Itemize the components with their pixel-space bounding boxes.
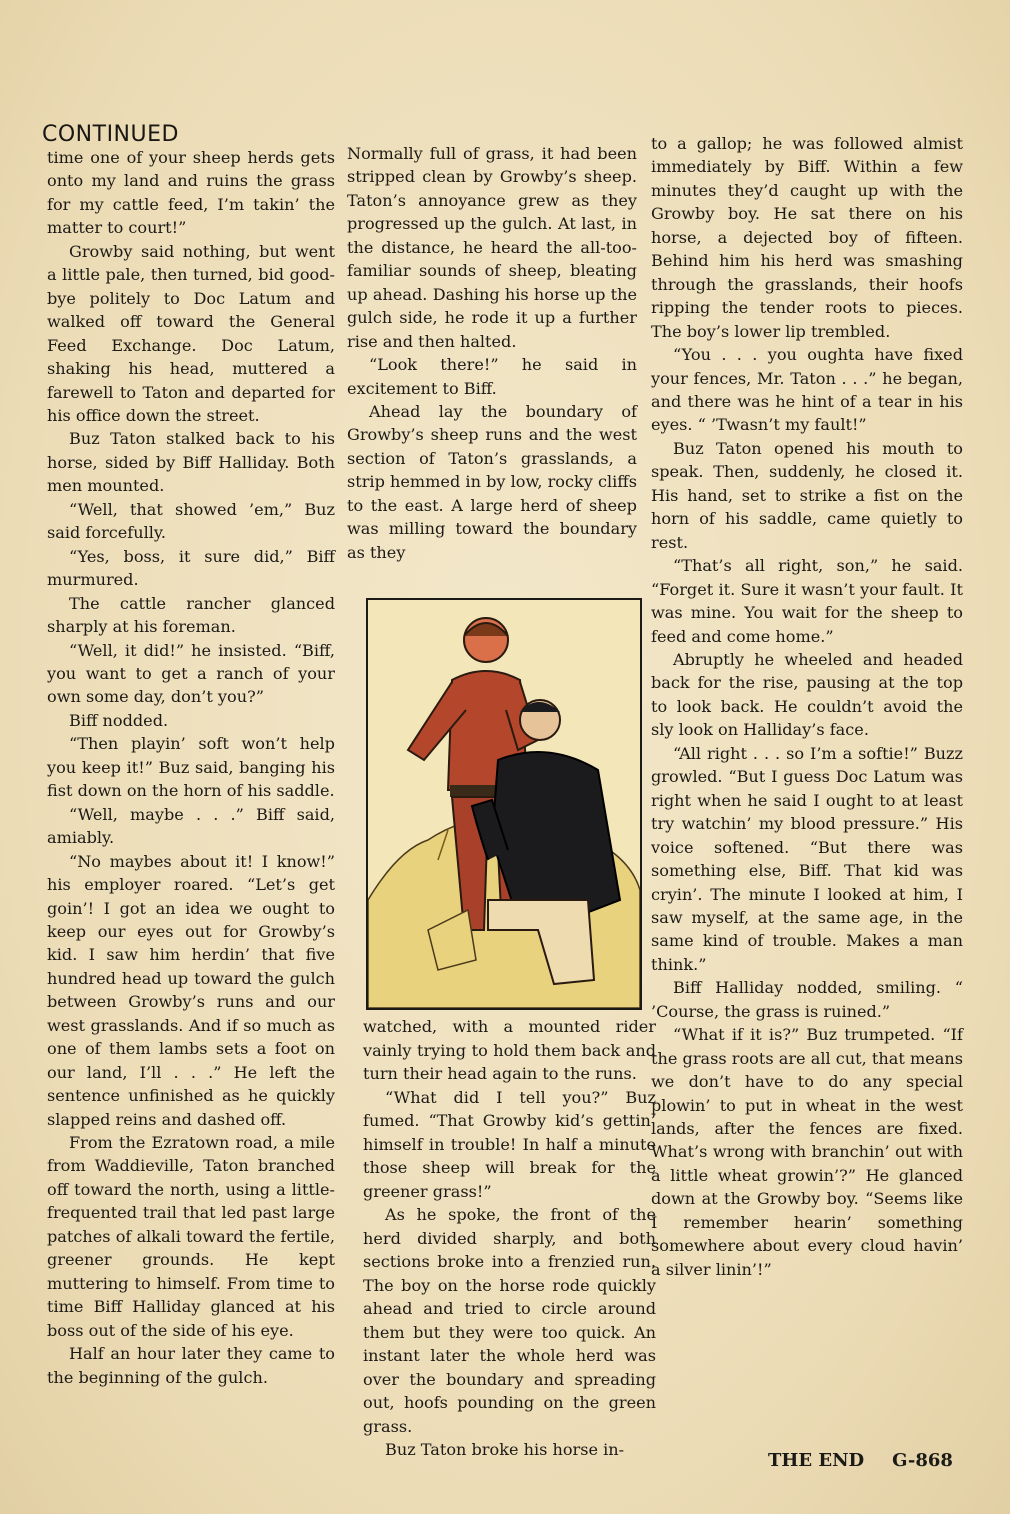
paragraph: Buz Taton stalked back to his horse, sided by Biff Halliday. Both men mounted. <box>47 429 335 496</box>
text-column-2-top <box>347 142 637 564</box>
paragraph: “Look there!” he said in excitement to Biff. <box>347 355 637 398</box>
paragraph: “Well, maybe . . .” Biff said, amiably. <box>47 804 335 848</box>
the-end-label: THE END <box>768 1450 865 1471</box>
paragraph: “Well, that showed ’em,” Buz said forcefully. <box>47 499 335 543</box>
paragraph: “What if it is?” Buz trumpeted. “If the grass roots are all cut, that means we don’t have to do any special plowin’ to put in wheat in the west lands, after the fences are fixed. What’s wrong with branchin’ out with a little wheat growin’?” He glanced down at the Growby boy. “Seems like I remember hearin’ something somewhere about every cloud havin’ a silver linin’!” <box>651 1025 963 1279</box>
paragraph: “Well, it did!” he insisted. “Biff, you want to get a ranch of your own some day, don’t you?” <box>47 640 335 707</box>
paragraph: The cattle rancher glanced sharply at his foreman. <box>47 593 335 637</box>
paragraph: Abruptly he wheeled and headed back for the rise, pausing at the top to look back. He couldn’t avoid the sly look on Halliday’s face. <box>651 649 963 740</box>
paragraph: “Then playin’ soft won’t help you keep it!” Buz said, banging his fist down on the horn of his saddle. <box>47 734 335 801</box>
paragraph: As he spoke, the front of the herd divided sharply, and both sections broke into a frenzied run. The boy on the horse rode quickly ahead and tried to circle around them but they were too quick. An instant later the whole herd was over the boundary and spreading out, hoofs pounding on the green grass. <box>363 1205 656 1436</box>
paragraph: Normally full of grass, it had been stripped clean by Growby’s sheep. Taton’s annoyance grew as they progressed up the gulch. At last, in the distance, he heard the all-too-familiar sounds of sheep, bleating up ahead. Dashing his horse up the gulch side, he rode it up a further rise and then halted. <box>347 144 637 351</box>
page-footer <box>768 1450 953 1471</box>
illustration-drawing <box>368 600 640 1008</box>
continued-heading: CONTINUED <box>42 122 179 147</box>
paragraph: “All right . . . so I’m a softie!” Buzz growled. “But I guess Doc Latum was right when he said I ought to at least try watchin’ my blood pressure.” His voice softened. “But there was something else, Biff. That kid was cryin’. The minute I looked at him, I saw myself, at the same age, in the same kind of trouble. Makes a man think.” <box>651 743 963 974</box>
text-column-2-bottom <box>363 1015 656 1462</box>
paragraph: “What did I tell you?” Buz fumed. “That Growby kid’s gettin’ himself in trouble! In half a minute those sheep will break for the greener grass!” <box>363 1087 656 1201</box>
paragraph: “No maybes about it! I know!” his employer roared. “Let’s get goin’! I got an idea we ought to keep our eyes out for Growby’s kid. I saw him herdin’ that five hundred head up toward the gulch between Growby’s runs and our west grasslands. And if so much as one of them lambs sets a foot on our land, I’ll . . .” He left the sentence unfinished as he quickly slapped reins and dashed off. <box>47 851 335 1129</box>
story-illustration <box>366 598 642 1010</box>
paragraph: “Yes, boss, it sure did,” Biff murmured. <box>47 546 335 590</box>
paragraph: Growby said nothing, but went a little pale, then turned, bid good-bye politely to Doc Latum and walked off toward the General Feed Exchange. Doc Latum, shaking his head, muttered a farewell to Taton and departed for his office down the street. <box>47 241 335 425</box>
paragraph: watched, with a mounted rider vainly trying to hold them back and turn their head again to the runs. <box>363 1017 656 1083</box>
paragraph: “You . . . you oughta have fixed your fences, Mr. Taton . . .” he began, and there was he hint of a tear in his eyes. “ ’Twasn’t my fault!” <box>651 345 963 435</box>
paragraph: Buz Taton broke his horse in- <box>385 1440 625 1459</box>
paragraph: Biff Halliday nodded, smiling. “ ’Course, the grass is ruined.” <box>651 978 963 1021</box>
paragraph: Buz Taton opened his mouth to speak. Then, suddenly, he closed it. His hand, set to strike a fist on the horn of his saddle, came quietly to rest. <box>651 438 963 552</box>
paragraph: to a gallop; he was followed almist immediately by Biff. Within a few minutes they’d caught up with the Growby boy. He sat there on his horse, a dejected boy of fifteen. Behind him his herd was smashing through the grasslands, their hoofs ripping the tender roots to pieces. The boy’s lower lip trembled. <box>651 134 963 341</box>
paragraph: time one of your sheep herds gets onto my land and ruins the grass for my cattle feed, I’m takin’ the matter to court!” <box>47 148 335 238</box>
text-column-3 <box>651 132 963 1281</box>
paragraph: Biff nodded. <box>69 710 169 730</box>
paragraph: Ahead lay the boundary of Growby’s sheep runs and the west section of Taton’s grasslands, a strip hemmed in by low, rocky cliffs to the east. A large herd of sheep was milling toward the boundary as they <box>347 401 637 562</box>
paragraph: Half an hour later they came to the beginning of the gulch. <box>47 1344 335 1387</box>
text-column-1 <box>47 146 335 1389</box>
paragraph: From the Ezratown road, a mile from Waddieville, Taton branched off toward the north, using a little-frequented trail that led past large patches of alkali toward the fertile, greener grounds. He kept muttering to himself. From time to time Biff Halliday glanced at his boss out of the side of his eye. <box>47 1133 335 1340</box>
paragraph: “That’s all right, son,” he said. “Forget it. Sure it wasn’t your fault. It was mine. You wait for the sheep to feed and come home.” <box>651 556 963 646</box>
page-code: G-868 <box>892 1450 953 1471</box>
